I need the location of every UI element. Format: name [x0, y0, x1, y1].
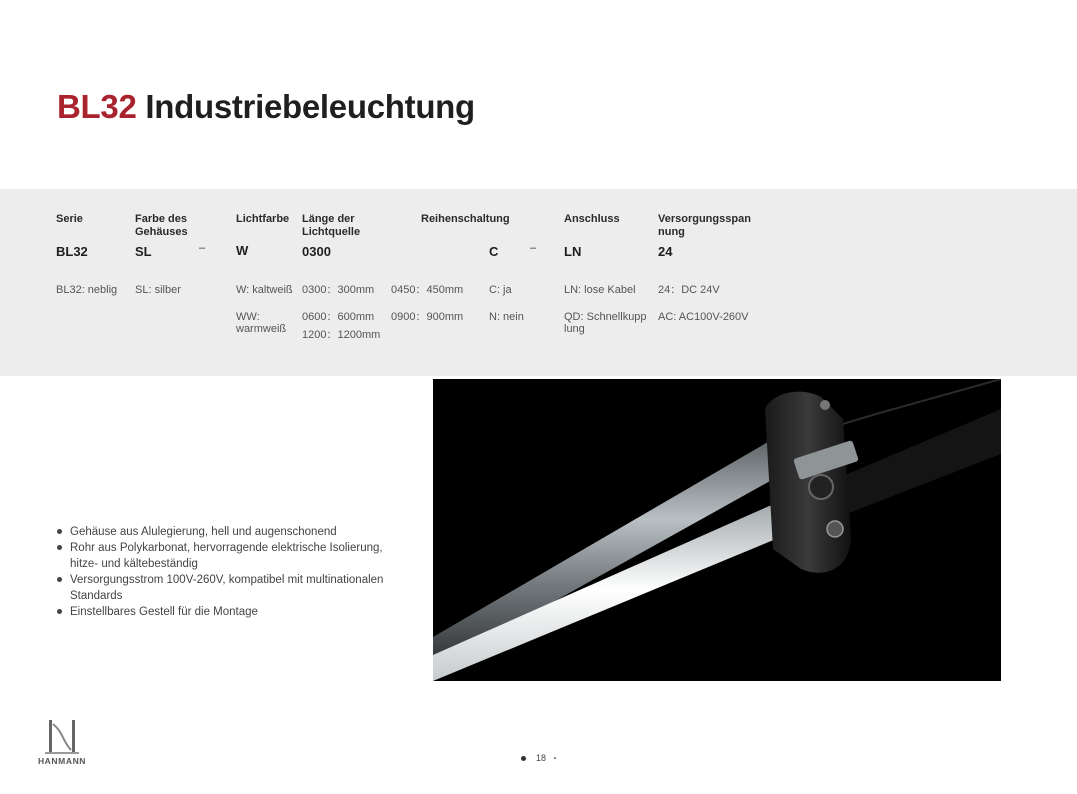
col-reihe-code: C	[489, 244, 499, 259]
feature-list	[57, 524, 387, 620]
separator-dash: –	[199, 242, 206, 254]
col-laenge-code: 0300	[302, 244, 331, 259]
col-laenge-option: 0300：300mm	[302, 284, 375, 296]
col-anschluss-code: LN	[564, 244, 582, 259]
title-product-name: Industriebeleuchtung	[145, 88, 475, 125]
bullet-icon	[57, 577, 62, 582]
feature-item: Rohr aus Polykarbonat, hervorragende elektrische Isolierung, hitze- und kältebeständig	[57, 540, 387, 572]
col-reihe-header: Reihenschaltung	[421, 213, 510, 225]
col-farbe-option: SL: silber	[135, 284, 181, 296]
col-serie-option: BL32: neblig	[56, 284, 118, 296]
col-spannung-code: 24	[658, 244, 673, 259]
col-lichtfarbe-header: Lichtfarbe	[236, 213, 290, 225]
feature-item: Einstellbares Gestell für die Montage	[57, 604, 387, 620]
col-farbe-code: SL	[135, 244, 152, 259]
pager-dot-small-icon	[554, 757, 556, 759]
title-series-code: BL32	[57, 88, 137, 125]
feature-item: Versorgungsstrom 100V-260V, kompatibel mit multinationalen Standards	[57, 572, 387, 604]
col-serie-header: Serie	[56, 213, 83, 225]
page-indicator	[521, 752, 556, 764]
col-laenge-header: Länge der Lichtquelle	[302, 213, 361, 238]
brand-name: HANMANN	[37, 756, 87, 766]
spec-table	[0, 189, 1077, 376]
col-laenge-option: 0450：450mm	[391, 284, 464, 296]
col-anschluss-option: LN: lose Kabel	[564, 284, 636, 296]
col-reihe-option: N: nein	[489, 311, 524, 323]
col-lichtfarbe-code: W	[236, 243, 249, 258]
col-anschluss-header: Anschluss	[564, 213, 620, 225]
col-laenge-option: 0600：600mm	[302, 311, 375, 323]
bullet-icon	[57, 609, 62, 614]
separator-dash: –	[530, 242, 537, 254]
col-spannung-header: Versorgungsspannung	[658, 213, 751, 238]
page-number: 18	[536, 753, 547, 763]
col-spannung-option: 24：DC 24V	[658, 284, 720, 296]
col-anschluss-option: QD: Schnellkupplung	[564, 311, 647, 335]
led-tube-illustration	[433, 379, 1001, 681]
product-photo	[433, 379, 1001, 681]
page-title	[57, 88, 475, 126]
feature-item: Gehäuse aus Alulegierung, hell und augenschonend	[57, 524, 387, 540]
col-serie-code: BL32	[56, 244, 88, 259]
bullet-icon	[57, 529, 62, 534]
bullet-icon	[57, 545, 62, 550]
col-lichtfarbe-option: W: kaltweiß	[236, 284, 293, 296]
col-laenge-option: 0900：900mm	[391, 311, 464, 323]
col-reihe-option: C: ja	[489, 284, 512, 296]
col-spannung-option: AC: AC100V-260V	[658, 311, 749, 323]
col-farbe-header: Farbe des Gehäuses	[135, 213, 188, 238]
col-lichtfarbe-option: WW: warmweiß	[236, 311, 287, 335]
col-laenge-option: 1200：1200mm	[302, 329, 381, 341]
pager-dot-icon	[521, 756, 526, 761]
